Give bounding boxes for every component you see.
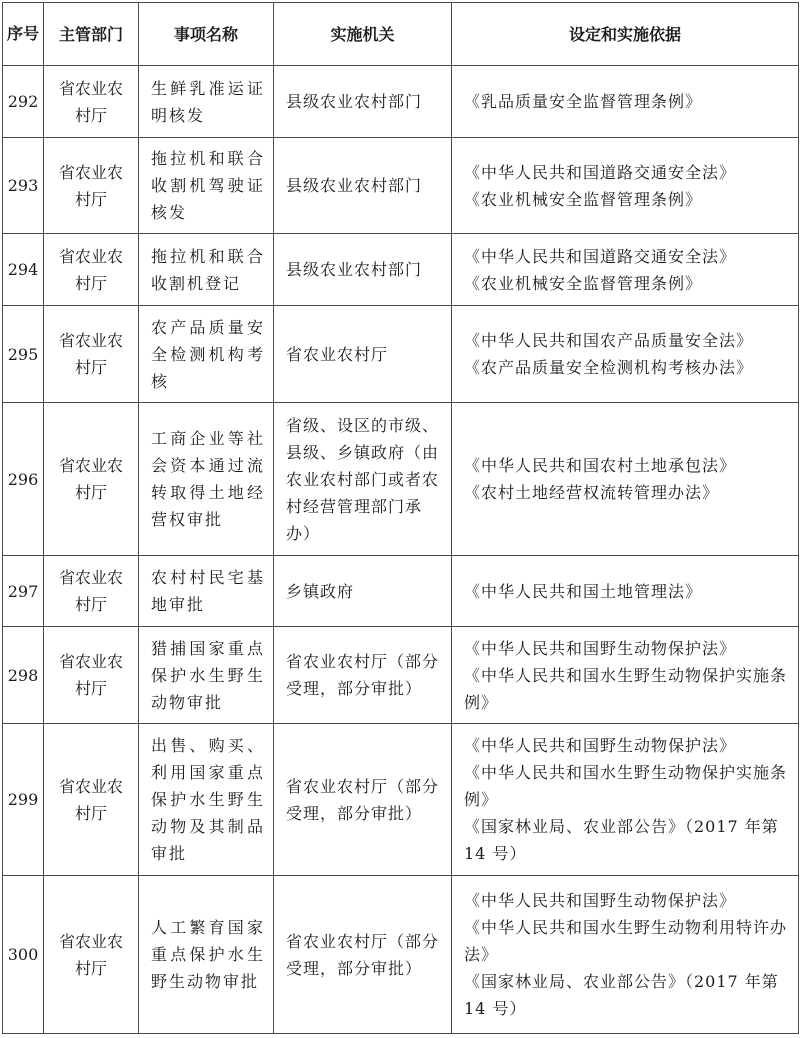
table-row	[3, 627, 799, 724]
legal-basis-entry: 《农业机械安全监督管理条例》	[464, 189, 703, 209]
legal-basis-entry: 《中华人民共和国农村土地承包法》	[464, 456, 737, 475]
header-basis: 设定和实施依据	[452, 3, 799, 66]
row-implementing-org: 省农业农村厅	[274, 306, 452, 403]
legal-basis-entry: 《中华人民共和国水生野生动物利用特许办法》	[464, 918, 788, 964]
row-legal-basis	[452, 66, 799, 138]
row-implementing-org: 省级、设区的市级、县级、乡镇政府（由农业农村部门或者农村经营管理部门承办）	[274, 403, 452, 556]
row-implementing-org: 县级农业农村部门	[274, 234, 452, 306]
table-body	[3, 66, 799, 1034]
row-legal-basis	[452, 403, 799, 556]
header-org: 实施机关	[274, 3, 452, 66]
table-row	[3, 403, 799, 556]
legal-basis-entry: 《中华人民共和国野生动物保护法》	[464, 736, 737, 755]
row-legal-basis	[452, 724, 799, 876]
table-row	[3, 724, 799, 876]
legal-basis-entry: 《中华人民共和国农产品质量安全法》	[464, 331, 754, 350]
row-department: 省农业农村厅	[44, 234, 139, 306]
legal-basis-entry: 《中华人民共和国土地管理法》	[464, 581, 703, 601]
row-item-name: 出售、购买、利用国家重点保护水生野生动物及其制品审批	[139, 724, 274, 876]
legal-basis-entry: 《农业机械安全监督管理条例》	[464, 273, 703, 293]
row-legal-basis	[452, 306, 799, 403]
table-row	[3, 556, 799, 627]
row-department: 省农业农村厅	[44, 876, 139, 1034]
table-row	[3, 234, 799, 306]
legal-basis-entry: 《中华人民共和国道路交通安全法》	[464, 162, 737, 182]
approval-items-table	[2, 2, 799, 1034]
table-row	[3, 138, 799, 234]
table-row	[3, 66, 799, 138]
header-row	[3, 3, 799, 66]
header-dept: 主管部门	[44, 3, 139, 66]
row-number: 296	[3, 403, 44, 556]
row-implementing-org: 县级农业农村部门	[274, 66, 452, 138]
row-department: 省农业农村厅	[44, 556, 139, 627]
row-legal-basis	[452, 876, 799, 1034]
row-implementing-org: 乡镇政府	[274, 556, 452, 627]
legal-basis-entry: 《中华人民共和国野生动物保护法》	[464, 891, 737, 910]
row-item-name: 拖拉机和联合收割机驾驶证核发	[139, 138, 274, 234]
legal-basis-entry: 《农产品质量安全检测机构考核办法》	[464, 358, 754, 377]
row-number: 292	[3, 66, 44, 138]
row-implementing-org: 省农业农村厅（部分受理，部分审批）	[274, 627, 452, 724]
row-legal-basis	[452, 138, 799, 234]
legal-basis-entry: 《乳品质量安全监督管理条例》	[464, 92, 703, 111]
row-number: 294	[3, 234, 44, 306]
row-department: 省农业农村厅	[44, 66, 139, 138]
row-department: 省农业农村厅	[44, 627, 139, 724]
row-item-name: 猎捕国家重点保护水生野生动物审批	[139, 627, 274, 724]
row-number: 293	[3, 138, 44, 234]
row-number: 295	[3, 306, 44, 403]
row-department: 省农业农村厅	[44, 138, 139, 234]
row-item-name: 农产品质量安全检测机构考核	[139, 306, 274, 403]
row-department: 省农业农村厅	[44, 306, 139, 403]
legal-basis-entry: 《农村土地经营权流转管理办法》	[464, 483, 720, 502]
row-number: 297	[3, 556, 44, 627]
legal-basis-entry: 《中华人民共和国水生野生动物保护实施条例》	[464, 763, 788, 809]
legal-basis-entry: 《中华人民共和国道路交通安全法》	[464, 246, 737, 266]
row-number: 300	[3, 876, 44, 1034]
row-item-name: 工商企业等社会资本通过流转取得土地经营权审批	[139, 403, 274, 556]
legal-basis-entry: 《中华人民共和国水生野生动物保护实施条例》	[464, 665, 788, 712]
row-legal-basis	[452, 556, 799, 627]
table-row	[3, 306, 799, 403]
row-number: 298	[3, 627, 44, 724]
row-item-name: 生鲜乳准运证明核发	[139, 66, 274, 138]
row-item-name: 人工繁育国家重点保护水生野生动物审批	[139, 876, 274, 1034]
legal-basis-entry: 《国家林业局、农业部公告》（2017 年第 14 号）	[464, 817, 779, 863]
legal-basis-entry: 《国家林业局、农业部公告》（2017 年第 14 号）	[464, 972, 779, 1018]
row-number: 299	[3, 724, 44, 876]
row-item-name: 农村村民宅基地审批	[139, 556, 274, 627]
table-row	[3, 876, 799, 1034]
row-implementing-org: 省农业农村厅（部分受理，部分审批）	[274, 724, 452, 876]
row-legal-basis	[452, 627, 799, 724]
row-legal-basis	[452, 234, 799, 306]
row-item-name: 拖拉机和联合收割机登记	[139, 234, 274, 306]
row-department: 省农业农村厅	[44, 403, 139, 556]
row-department: 省农业农村厅	[44, 724, 139, 876]
legal-basis-entry: 《中华人民共和国野生动物保护法》	[464, 638, 737, 658]
row-implementing-org: 省农业农村厅（部分受理，部分审批）	[274, 876, 452, 1034]
header-item: 事项名称	[139, 3, 274, 66]
header-seq: 序号	[3, 3, 44, 66]
row-implementing-org: 县级农业农村部门	[274, 138, 452, 234]
